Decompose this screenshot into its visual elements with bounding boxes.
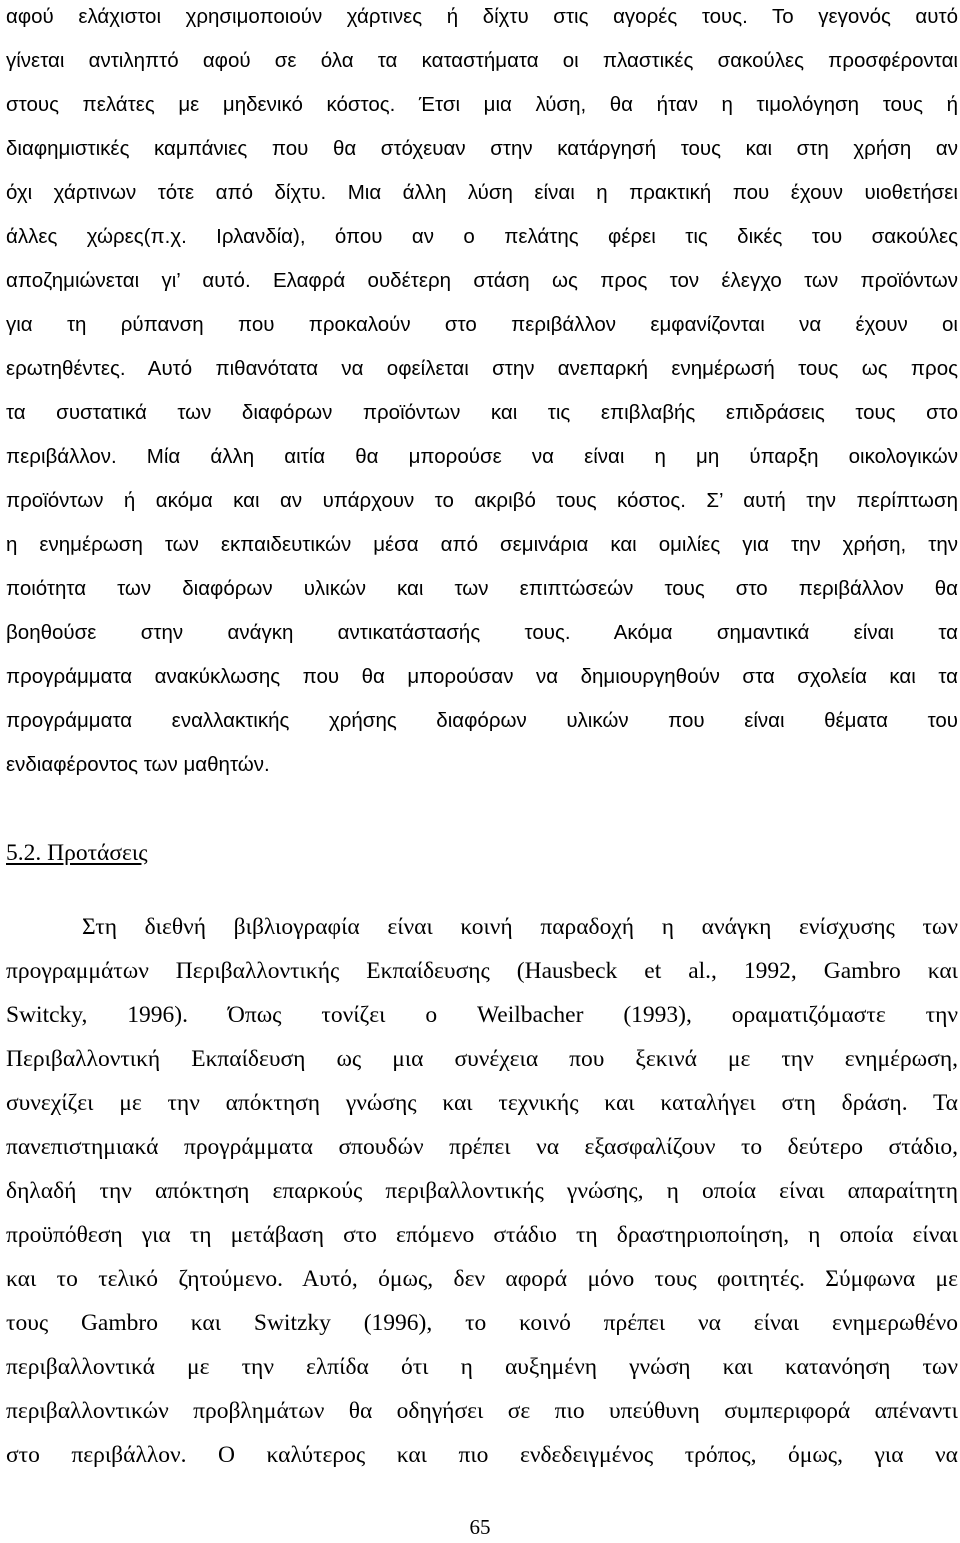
text-line: Περιβαλλοντική Εκπαίδευση ως μια συνέχεια που ξεκινά με την ενημέρωση, [6,1046,958,1072]
text-line: στο περιβάλλον. Ο καλύτερος και πιο ενδεδειγμένος τρόπος, όμως, για να [6,1442,958,1468]
text-line: στους πελάτες με μηδενικό κόστος. Έτσι μια λύση, θα ήταν η τιμολόγηση τους ή [6,93,958,116]
text-line: προγράμματα εναλλακτικής χρήσης διαφόρων υλικών που είναι θέματα του [6,709,958,732]
page-number: 65 [469,1515,491,1539]
text-line: προγράμματα ανακύκλωσης που θα μπορούσαν να δημιουργηθούν στα σχολεία και τα [6,665,958,688]
text-line: όχι χάρτινων τότε από δίχτυ. Μια άλλη λύση είναι η πρακτική που έχουν υιοθετήσει [6,181,958,204]
text-line: περιβαλλοντικών προβλημάτων θα οδηγήσει σε πιο υπεύθυνη συμπεριφορά απέναντι [6,1398,958,1424]
text-line: προγραμμάτων Περιβαλλοντικής Εκπαίδευσης (Hausbeck et al., 1992, Gambro και [6,958,958,984]
text-line: περιβαλλοντικά με την ελπίδα ότι η αυξημένη γνώση και κατανόηση των [6,1354,958,1380]
text-line: και το τελικό ζητούμενο. Αυτό, όμως, δεν αφορά μόνο τους φοιτητές. Σύμφωνα με [6,1266,958,1292]
text-line: Switcky, 1996). Όπως τονίζει ο Weilbacher (1993), οραματιζόμαστε την [6,1002,958,1028]
text-line: τα συστατικά των διαφόρων προϊόντων και τις επιβλαβής επιδράσεις τους στο [6,401,958,424]
text-line: γίνεται αντιληπτό αφού σε όλα τα καταστήματα οι πλαστικές σακούλες προσφέρονται [6,49,958,72]
section-heading: 5.2. Προτάσεις [6,840,148,866]
text-line: ποιότητα των διαφόρων υλικών και των επιπτώσεών τους στο περιβάλλον θα [6,577,958,600]
text-line: διαφημιστικές καμπάνιες που θα στόχευαν στην κατάργησή τους και στη χρήση αν [6,137,958,160]
text-line: συνεχίζει με την απόκτηση γνώσης και τεχνικής και καταλήγει στη δράση. Τα [6,1090,958,1116]
text-line: προϊόντων ή ακόμα και αν υπάρχουν το ακριβό τους κόστος. Σ’ αυτή την περίπτωση [6,489,958,512]
text-line: άλλες χώρες(π.χ. Ιρλανδία), όπου αν ο πελάτης φέρει τις δικές του σακούλες [6,225,958,248]
text-line: πανεπιστημιακά προγράμματα σπουδών πρέπει να εξασφαλίζουν το δεύτερο στάδιο, [6,1134,958,1160]
text-line: αφού ελάχιστοι χρησιμοποιούν χάρτινες ή δίχτυ στις αγορές τους. Το γεγονός αυτό [6,5,958,28]
text-line: βοηθούσε στην ανάγκη αντικατάστασής τους. Ακόμα σημαντικά είναι τα [6,621,958,644]
text-line: ερωτηθέντες. Αυτό πιθανότατα να οφείλεται στην ανεπαρκή ενημέρωσή τους ως προς [6,357,958,380]
text-line: ενδιαφέροντος των μαθητών. [6,753,270,776]
text-line: η ενημέρωση των εκπαιδευτικών μέσα από σεμινάρια και ομιλίες για την χρήση, την [6,533,958,556]
text-line: για τη ρύπανση που προκαλούν στο περιβάλλον εμφανίζονται να έχουν οι [6,313,958,336]
text-line-indented: Στη διεθνή βιβλιογραφία είναι κοινή παραδοχή η ανάγκη ενίσχυσης των [82,914,958,940]
text-line: προϋπόθεση για τη μετάβαση στο επόμενο στάδιο τη δραστηριοποίηση, η οποία είναι [6,1222,958,1248]
text-line: τους Gambro και Switzky (1996), το κοινό πρέπει να είναι ενημερωθένο [6,1310,958,1336]
text-line: περιβάλλον. Μία άλλη αιτία θα μπορούσε να είναι η μη ύπαρξη οικολογικών [6,445,958,468]
text-line: αποζημιώνεται γι’ αυτό. Ελαφρά ουδέτερη στάση ως προς τον έλεγχο των προϊόντων [6,269,958,292]
text-line: δηλαδή την απόκτηση επαρκούς περιβαλλοντικής γνώσης, η οποία είναι απαραίτητη [6,1178,958,1204]
